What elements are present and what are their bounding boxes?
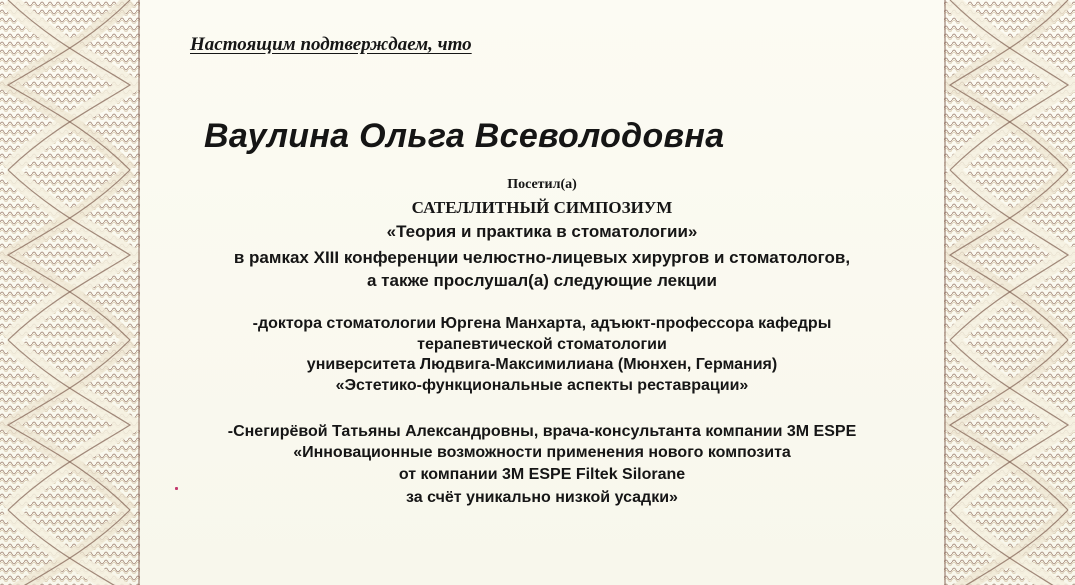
lecture-1-line-3: университета Людвига-Максимилиана (Мюнхен, Германия) <box>306 356 778 373</box>
event-title: САТЕЛЛИТНЫЙ СИМПОЗИУМ <box>411 198 673 217</box>
lecture-2-line-3: от компании 3M ESPE Filtek Silorane <box>398 466 686 483</box>
lecture-2-line-4: за счёт уникально низкой усадки» <box>406 489 678 506</box>
stray-ink-mark <box>175 487 178 490</box>
lecture-1-line-1: -доктора стоматологии Юргена Манхарта, адъюкт-профессора кафедры <box>252 315 832 332</box>
lecture-2-line-1: -Снегирёвой Татьяны Александровны, врача-консультанта компании 3M ESPE <box>227 423 857 440</box>
event-subtitle: «Теория и практика в стоматологии» <box>386 222 698 241</box>
attended-label: Посетил(а) <box>507 177 577 192</box>
event-context-line-2: а также прослушал(а) следующие лекции <box>366 271 717 290</box>
lecture-1-line-2: терапевтической стоматологии <box>417 336 667 353</box>
left-ornamental-border <box>0 0 140 585</box>
right-ornamental-border <box>944 0 1075 585</box>
event-context-line-1: в рамках XIII конференции челюстно-лицевых хирургов и стоматологов, <box>233 248 851 267</box>
recipient-name: Ваулина Ольга Всеволодовна <box>204 117 725 155</box>
lecture-2-line-2: «Инновационные возможности применения нового композита <box>293 444 791 461</box>
intro-text: Настоящим подтверждаем, что <box>190 34 472 55</box>
certificate-body <box>140 0 944 585</box>
lecture-1-line-4: «Эстетико-функциональные аспекты реставрации» <box>335 377 749 394</box>
